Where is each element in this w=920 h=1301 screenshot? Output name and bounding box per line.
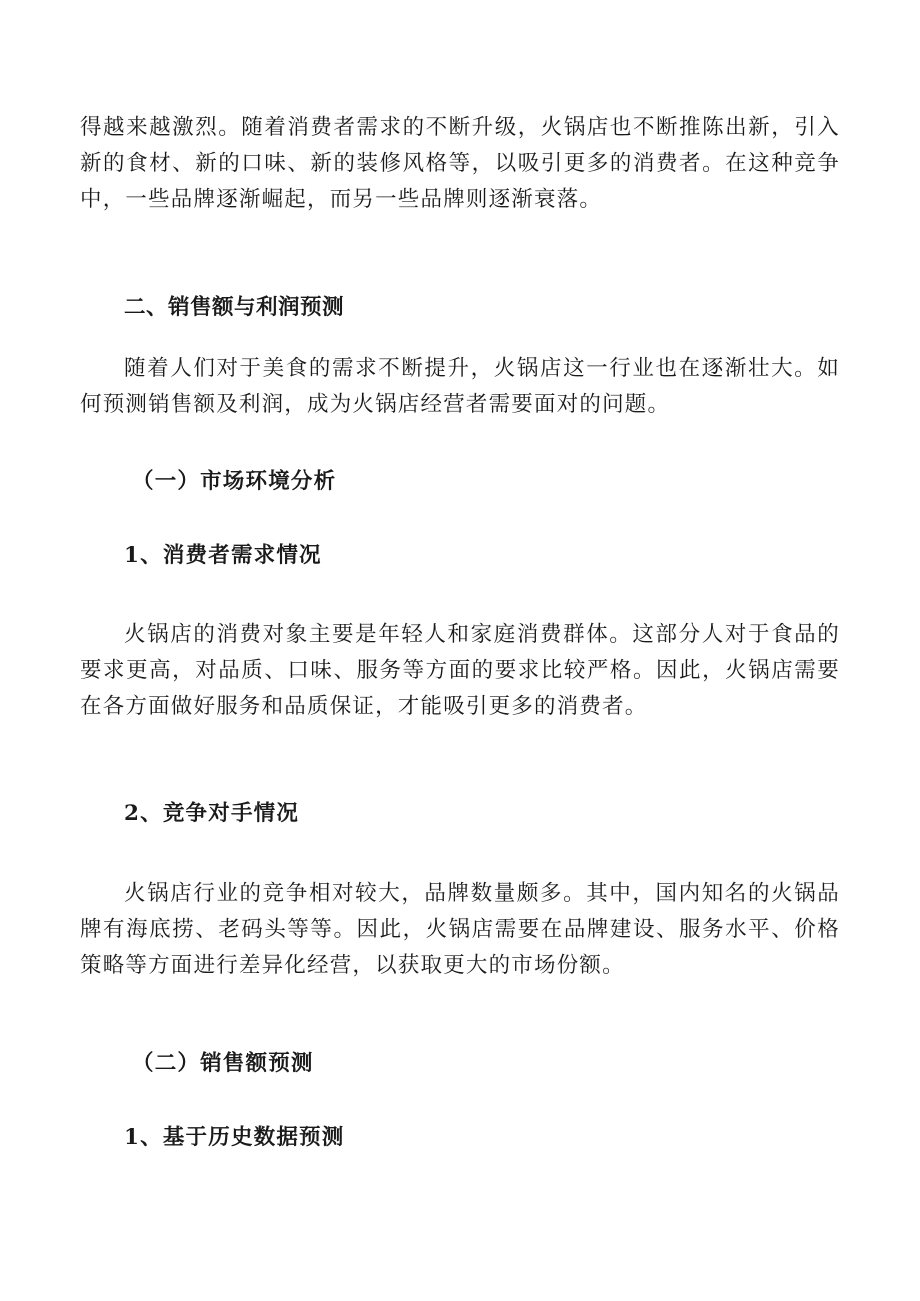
item-competitors: 2、竞争对手情况	[124, 801, 300, 826]
item-historical-data-forecast: 1、基于历史数据预测	[124, 1125, 345, 1150]
section-heading-sales-profit: 二、销售额与利润预测	[124, 295, 345, 320]
paragraph-competitors: 火锅店行业的竞争相对较大，品牌数量颇多。其中，国内知名的火锅品牌有海底捞、老码头等等。因此，火锅店需要在品牌建设、服务水平、价格策略等方面进行差异化经营，以获取更大的市场份额。	[80, 881, 840, 978]
paragraph-competition-intro: 得越来越激烈。随着消费者需求的不断升级，火锅店也不断推陈出新，引入新的食材、新的口味、新的装修风格等，以吸引更多的消费者。在这种竞争中，一些品牌逐渐崛起，而另一些品牌则逐渐衰落。	[80, 115, 840, 212]
item-consumer-demand: 1、消费者需求情况	[124, 543, 322, 568]
subheading-sales-forecast: （二）销售额预测	[132, 1051, 314, 1076]
paragraph-forecast-intro: 随着人们对于美食的需求不断提升，火锅店这一行业也在逐渐壮大。如何预测销售额及利润，成为火锅店经营者需要面对的问题。	[80, 356, 840, 417]
paragraph-consumer-demand: 火锅店的消费对象主要是年轻人和家庭消费群体。这部分人对于食品的要求更高，对品质、口味、服务等方面的要求比较严格。因此，火锅店需要在各方面做好服务和品质保证，才能吸引更多的消费者。	[80, 622, 840, 719]
subheading-market-environment: （一）市场环境分析	[132, 469, 337, 494]
